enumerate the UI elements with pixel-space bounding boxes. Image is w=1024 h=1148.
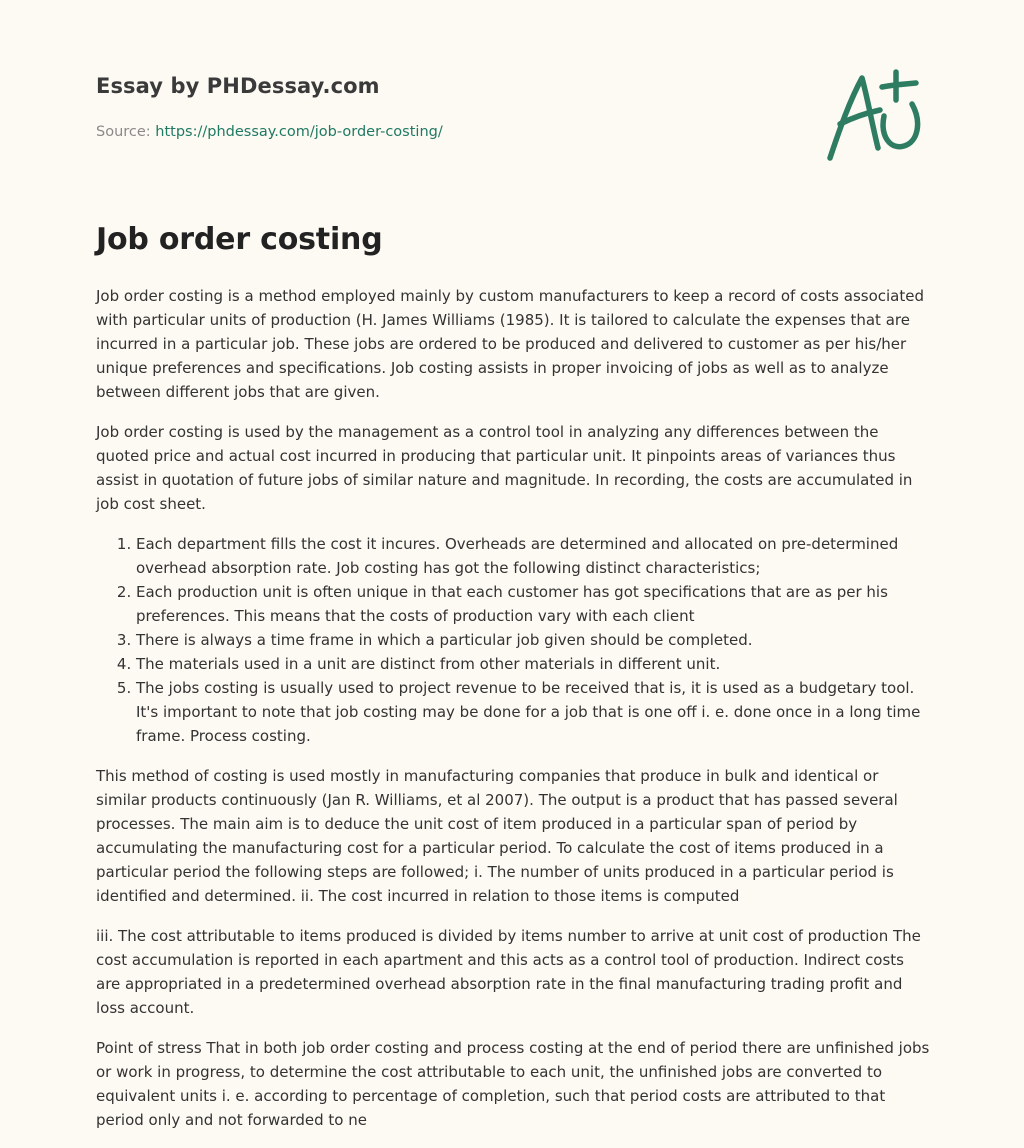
paragraph: Job order costing is used by the management as a control tool in analyzing any differences between the quoted price and actual cost incurred in producing that particular unit. It pinpoints areas of variances thus assist in quotation of future jobs of similar nature and magnitude. In recording, the costs are accumulated in job cost sheet. [96, 423, 913, 513]
source-link[interactable]: https://phdessay.com/job-order-costing/ [155, 124, 443, 140]
site-header [96, 74, 380, 98]
paragraph: Job order costing is a method employed mainly by custom manufacturers to keep a record of costs associated with particular units of production (H. James Williams (1985). It is tailored to calculate the expenses that are incurred in a particular job. These jobs are ordered to be produced and delivered to customer as per his/her unique preferences and specifications. Job costing assists in proper invoicing of jobs as well as to analyze between different jobs that are given. [96, 287, 924, 401]
paragraph: iii. The cost attributable to items produced is divided by items number to arrive at unit cost of production The cost accumulation is reported in each apartment and this acts as a control tool of production. Indirect costs are appropriated in a predetermined overhead absorption rate in the final manufacturing trading profit and loss account. [96, 927, 921, 1017]
a-plus-logo-icon [820, 66, 930, 166]
source-label: Source: [96, 124, 156, 140]
list-item: 4. The materials used in a unit are distinct from other materials in different unit. [136, 652, 932, 676]
list-item: 2. Each production unit is often unique in that each customer has got specifications that are as per his preferences. This means that the costs of production vary with each client [136, 580, 932, 628]
paragraph: This method of costing is used mostly in manufacturing companies that produce in bulk and identical or similar products continuously (Jan R. Williams, et al 2007). The output is a product that has passed several processes. The main aim is to deduce the unit cost of item produced in a particular span of period by accumulating the manufacturing cost for a particular period. To calculate the cost of items produced in a particular period the following steps are followed; i. The number of units produced in a particular period is identified and determined. ii. The cost incurred in relation to those items is computed [96, 767, 898, 905]
list-item: 3. There is always a time frame in which a particular job given should be completed. [136, 628, 932, 652]
characteristics-list [96, 532, 932, 748]
list-item: 5. The jobs costing is usually used to project revenue to be received that is, it is used as a budgetary tool. It's important to note that job costing may be done for a job that is one off i. e. done once in a long time frame. Process costing. [136, 676, 932, 748]
article-body [96, 284, 932, 1148]
article-title: Job order costing [96, 222, 383, 257]
brand-title: Essay by PHDessay.com [96, 74, 380, 98]
source-line [96, 124, 443, 140]
list-item: 1. Each department fills the cost it incures. Overheads are determined and allocated on pre-determined overhead absorption rate. Job costing has got the following distinct characteristics; [136, 532, 932, 580]
paragraph: Point of stress That in both job order costing and process costing at the end of period there are unfinished jobs or work in progress, to determine the cost attributable to each unit, the unfinished jobs are converted to equivalent units i. e. according to percentage of completion, such that period costs are attributed to that period only and not forwarded to ne [96, 1039, 930, 1129]
